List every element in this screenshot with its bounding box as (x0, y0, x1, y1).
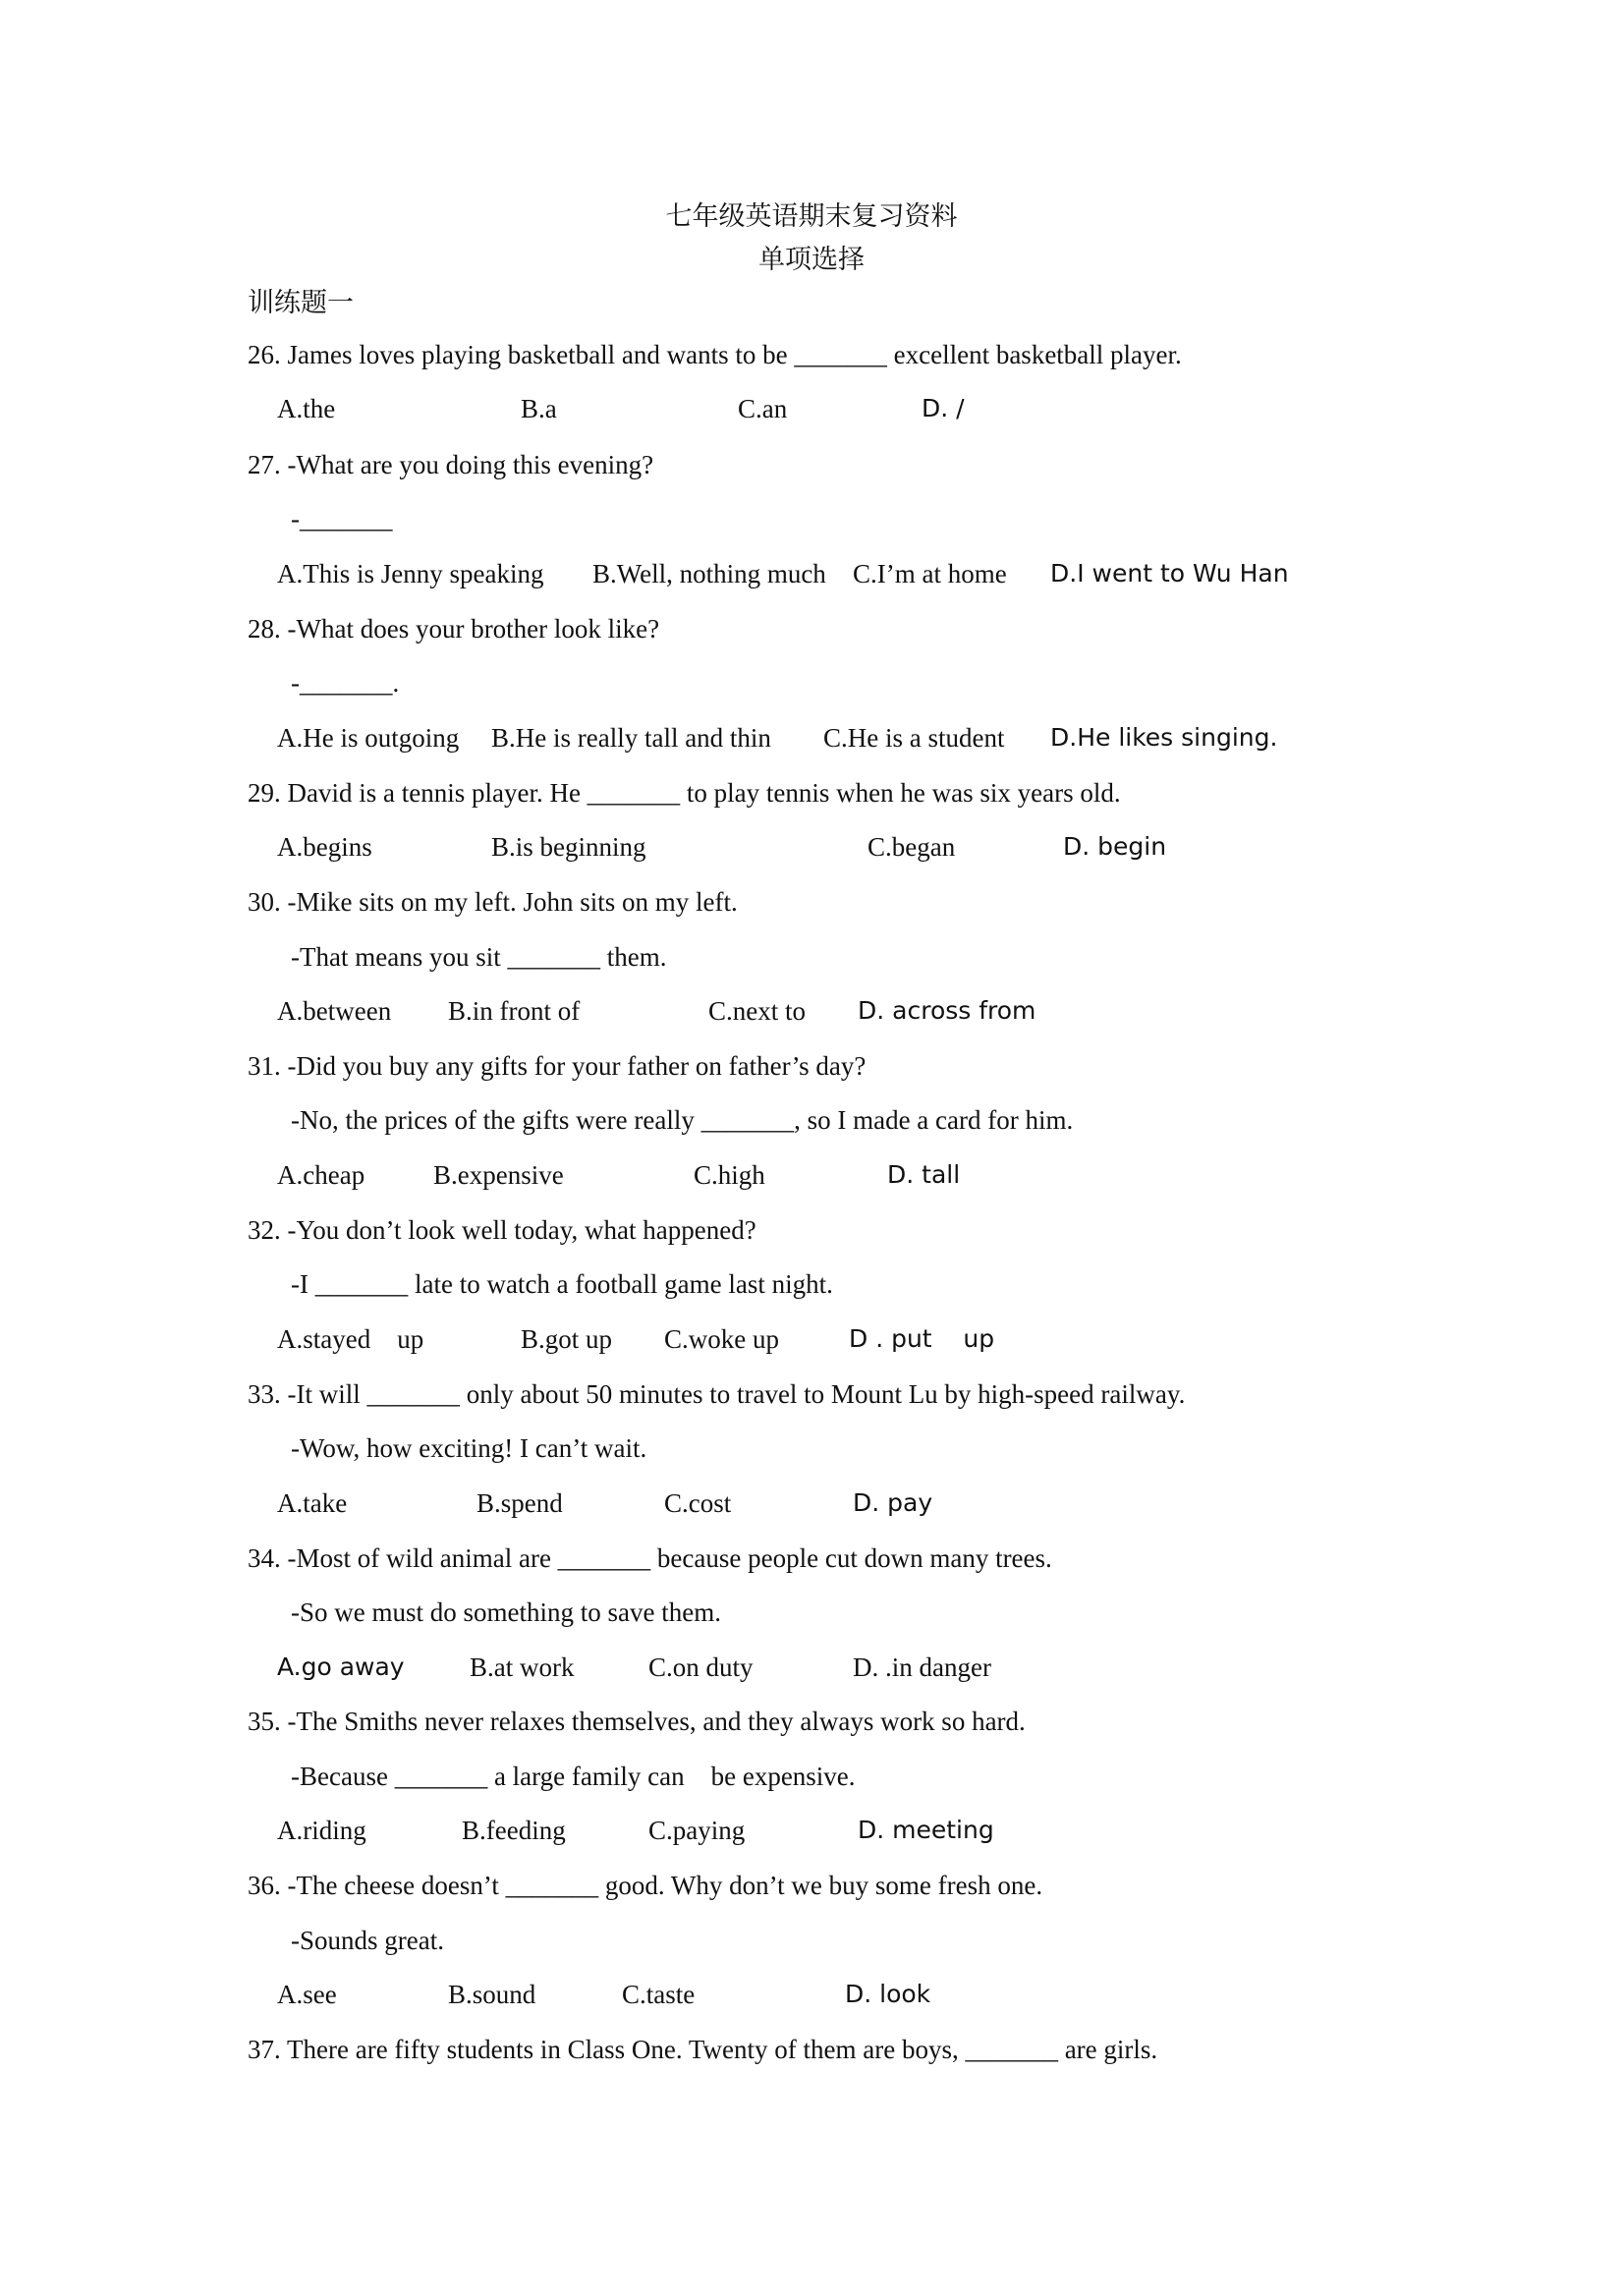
option-d: D. .in danger (853, 1652, 991, 1682)
question-stem: 35. -The Smiths never relaxes themselves, and they always work so hard. (248, 1707, 1026, 1736)
option-b: B.is beginning (491, 832, 646, 862)
option-a: A.cheap (277, 1160, 365, 1190)
question-response: -_______. (291, 668, 400, 698)
option-d: D.He likes singing. (1050, 723, 1278, 752)
question-stem: 37. There are fifty students in Class One. Twenty of them are boys, _______ are girls. (248, 2035, 1158, 2064)
question-stem: 30. -Mike sits on my left. John sits on my left. (248, 887, 738, 917)
option-c: C.an (738, 394, 788, 423)
option-c: C.woke up (664, 1324, 779, 1354)
option-d: D . put up (849, 1324, 995, 1353)
question-stem: 29. David is a tennis player. He _______ to play tennis when he was six years old. (248, 778, 1121, 808)
option-d: D. pay (853, 1488, 933, 1517)
option-c: C.on duty (648, 1652, 754, 1682)
option-c: C.began (867, 832, 956, 862)
question-stem: 33. -It will _______ only about 50 minutes to travel to Mount Lu by high-speed railway. (248, 1379, 1186, 1409)
option-c: C.I’m at home (853, 559, 1007, 588)
page-subtitle: 单项选择 (758, 245, 865, 275)
option-d: D. begin (1063, 832, 1167, 861)
question-response: -Wow, how exciting! I can’t wait. (291, 1433, 647, 1463)
question-stem: 32. -You don’t look well today, what happened? (248, 1215, 756, 1245)
question-response: -_______ (291, 504, 393, 533)
question-response: -No, the prices of the gifts were really _______, so I made a card for him. (291, 1105, 1074, 1135)
option-d: D. meeting (858, 1816, 994, 1844)
option-a: A.He is outgoing (277, 723, 460, 753)
option-b: B.got up (521, 1324, 613, 1354)
section-heading: 训练题一 (248, 288, 354, 318)
option-a: A.stayed up (277, 1324, 424, 1354)
option-b: B.at work (470, 1652, 575, 1682)
question-response: -Because _______ a large family can be expensive. (291, 1762, 856, 1791)
option-d: D. look (845, 1980, 931, 2008)
option-a: A.take (277, 1488, 348, 1518)
option-a: A.riding (277, 1816, 366, 1845)
option-d: D. tall (887, 1160, 961, 1189)
option-a: A.see (277, 1980, 337, 2009)
option-b: B.He is really tall and thin (491, 723, 771, 753)
question-stem: 36. -The cheese doesn’t _______ good. Why don’t we buy some fresh one. (248, 1871, 1043, 1900)
question-response: -I _______ late to watch a football game last night. (291, 1269, 833, 1299)
option-b: B.expensive (433, 1160, 564, 1190)
option-c: C.cost (664, 1488, 732, 1518)
question-stem: 34. -Most of wild animal are _______ because people cut down many trees. (248, 1543, 1052, 1573)
option-c: C.paying (648, 1816, 746, 1845)
option-d: D.I went to Wu Han (1050, 559, 1289, 588)
question-response: -So we must do something to save them. (291, 1597, 721, 1627)
question-stem: 28. -What does your brother look like? (248, 614, 660, 644)
question-response: -Sounds great. (291, 1926, 444, 1955)
option-d: D. / (922, 394, 965, 422)
option-c: C.high (694, 1160, 765, 1190)
page-title: 七年级英语期末复习资料 (665, 201, 958, 232)
option-d: D. across from (858, 996, 1036, 1025)
option-b: B.Well, nothing much (592, 559, 826, 588)
option-a: A.This is Jenny speaking (277, 559, 544, 588)
option-a: A.the (277, 394, 336, 423)
question-stem: 31. -Did you buy any gifts for your father on father’s day? (248, 1051, 867, 1081)
option-a: A.between (277, 996, 392, 1026)
option-a: A.begins (277, 832, 372, 862)
option-c: C.next to (708, 996, 806, 1026)
option-b: B.a (521, 394, 557, 423)
question-response: -That means you sit _______ them. (291, 942, 667, 972)
option-b: B.feeding (462, 1816, 566, 1845)
question-stem: 26. James loves playing basketball and wants to be _______ excellent basketball player. (248, 340, 1182, 369)
option-b: B.in front of (448, 996, 581, 1026)
option-b: B.sound (448, 1980, 536, 2009)
question-stem: 27. -What are you doing this evening? (248, 450, 654, 479)
option-c: C.He is a student (823, 723, 1005, 753)
option-b: B.spend (476, 1488, 563, 1518)
option-a: A.go away (277, 1652, 405, 1681)
option-c: C.taste (622, 1980, 696, 2009)
